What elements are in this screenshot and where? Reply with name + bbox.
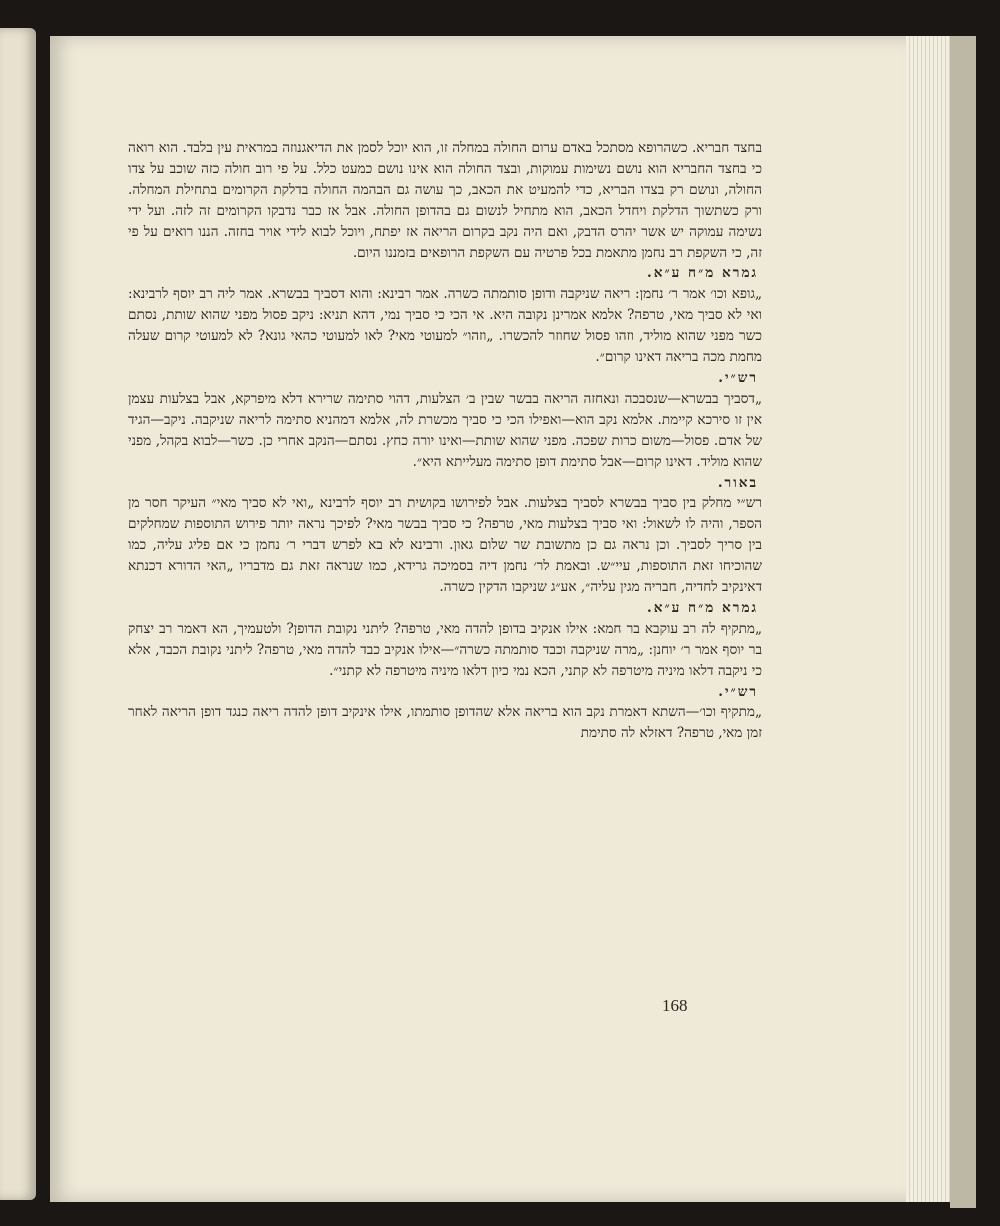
section-heading-gemara-2: גמרא מ״ח ע״א. (646, 599, 758, 616)
page-stack-edges (906, 36, 954, 1202)
section-heading-rashi-2: רש״י. (718, 683, 758, 700)
section-heading-biur: באור. (717, 474, 758, 491)
paragraph-gemara-2: „מתקיף לה רב עוקבא בר חמא: אילו אנקיב בדופן להדה מאי, טרפה? ליתני נקובת הדופן? ולטעמיך, הא דאמר רב יצחק בר יוסף אמר ר׳ יוחנן: „מרה שניקבה וכבד סותמתה כשרה״—אילו אנקיב כבד להדה מאי, טרפה? ליתני נקובת הכבד, אלא כי ניקבה דלאו מיניה מיטרפה לא קתני, הכא נמי כיון דלאו מיניה מיטרפה לא קתני״. (128, 620, 762, 679)
left-page-edge (0, 28, 36, 1200)
section-heading-rashi-1: רש״י. (718, 369, 758, 386)
page-number: 168 (662, 996, 688, 1015)
paragraph-intro: בחצד חבריא. כשהרופא מסתכל באדם ערום החולה במחלה זו, הוא יוכל לסמן את הדיאגנוזה במראית עין בלבד. הוא רואה כי בחצד החבריא הוא נושם נשימות עמוקות, ובצד החולה הוא אינו נושם כמעט כלל. על פי רוב חולה כזה שוכב על צדו החולה, ונושם רק בצדו הבריא, כדי להמעיט את הכאב, כך עושה גם הבהמה החולה בדלקת הקרומים בתחילת המחלה. ורק כשתשוך הדלקת ויחדל הכאב, הוא מתחיל לנשום גם בהדופן החולה. אבל אז כבר נדבקו הקרומים זה לזה. ועל ידי נשימה עמוקה יש אשר יהרס הדבק, ואם היה נקב בקרום הריאה אז יפתח, ויוכל לבוא לידי אויר בחזה. הננו רואים על פי זה, כי השקפת רב נחמן מתאמת בכל פרטיה עם השקפת הרופאים בזמננו היום. (128, 140, 762, 261)
section-heading-gemara-1: גמרא מ״ח ע״א. (646, 265, 758, 282)
paragraph-rashi-2: „מתקיף וכו׳—השתא דאמרת נקב הוא בריאה אלא שהדופן סותמתו, אילו אינקיב דופן להדה ריאה כנגד דופן הריאה לאחר זמן מאי, טרפה? דאזלא לה סתימת (128, 704, 762, 742)
book-cover-edge (950, 36, 976, 1208)
paragraph-rashi-1: „דסביך בבשרא—שנסבכה ונאחזה הריאה בבשר שבין ב׳ הצלעות, דהוי סתימה שרירא דלא מיפרקא, אבל בצלעות עצמן אין זו סירכא קיימת. אלמא נקב הוא—ואפילו הכי כי סביך מכשרת לה, אלמא דמהניא סתימה לריאה שניקבה. ניקב—הגיד של אדם. פסול—משום כרות שפכה. מפני שהוא שותת—ואינו יורה כחץ. נסתם—הנקב אחרי כן. כשר—לבוא בקהל, מפני שהוא מוליד. דאינו קרום—אבל סתימת דופן סתימה מעלייתא היא״. (128, 390, 762, 470)
paragraph-gemara-1: „גופא וכו׳ אמר ר׳ נחמן: ריאה שניקבה ודופן סותמתה כשרה. אמר רבינא: והוא דסביך בבשרא. אמר ליה רב יוסף לרבינא: ואי לא סביך מאי, טרפה? אלמא אמרינן נקובה היא. אי הכי כי סביך נמי, דהא תניא: ניקב פסול מפני שהוא שותת, נסתם כשר מפני שהוא מוליד, וזהו פסול שחוזר להכשרו. „וזהו״ למעוטי מאי? לאו למעוטי כהאי גונא? לא למעוטי קרום שעלה מחמת מכה בריאה דאינו קרום״. (128, 286, 762, 366)
paragraph-biur: רש״י מחלק בין סביך בבשרא לסביך בצלעות. אבל לפירושו בקושית רב יוסף לרבינא „ואי לא סביך מאי״ העיקר חסר מן הספר, והיה לו לשאול: ואי סביך בצלעות מאי, טרפה? כי סביך בבשר מאי? לפיכך נראה יותר פירוש התוספות שמחלקים בין סריך לסביך. וכן נראה גם כן מתשובת שר שלום גאון. ורבינא לא בא לפרש דברי ר׳ נחמן כי אם פליג עליה, כמו שהוכיחו זאת התוספות, עיי״ש. ובאמת לר׳ נחמן דיה בסמיכה גרידא, כמו שנראה זאת גם מדבריו „האי הדורא דכנתא דאינקיב לחדיה, חבריה מגין עליה״, אע״ג שניקבו הדקין כשרה. (128, 495, 762, 596)
page-body-text (128, 138, 762, 744)
